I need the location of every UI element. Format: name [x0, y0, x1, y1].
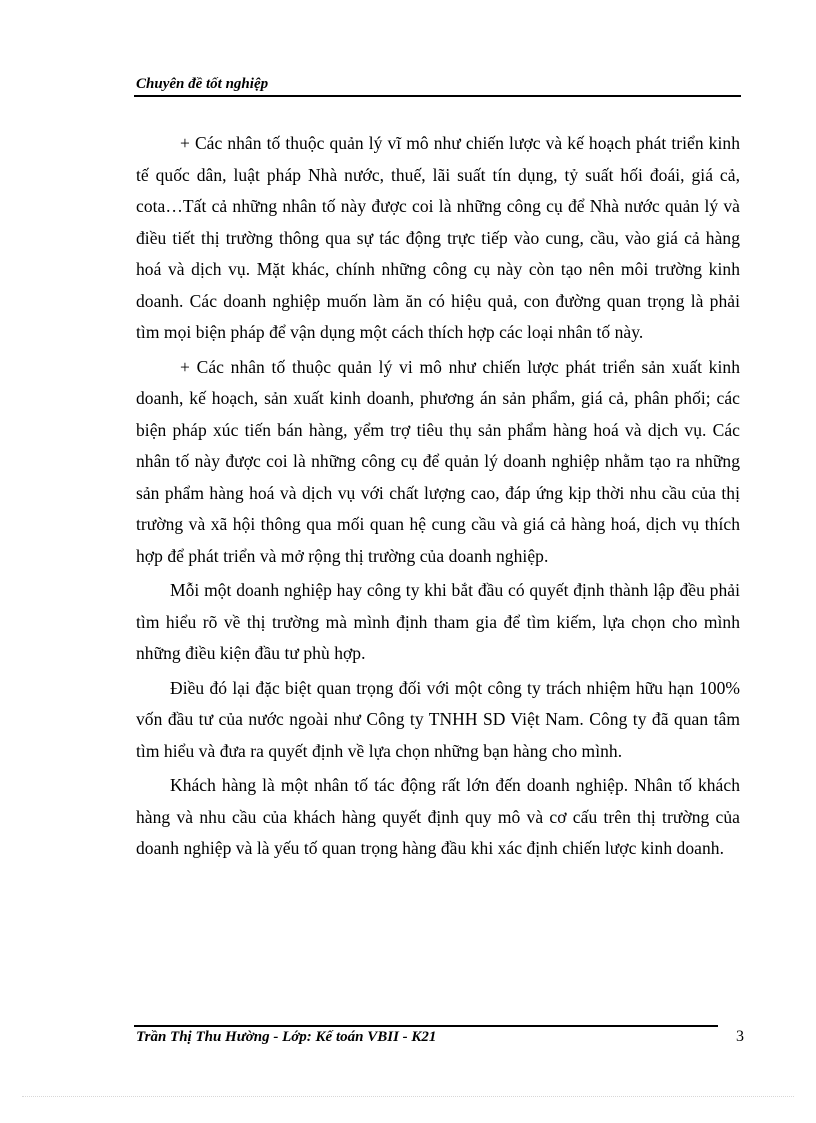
footer-divider: [134, 1025, 718, 1027]
paragraph: Mỗi một doanh nghiệp hay công ty khi bắt đầu có quyết định thành lập đều phải tìm hiểu rõ về thị trường mà mình định tham gia để tìm kiếm, lựa chọn cho mình những điều kiện đầu tư phù hợp.: [136, 580, 740, 663]
paragraph: + Các nhân tố thuộc quản lý vi mô như chiến lược phát triển sản xuất kinh doanh, kế hoạch, sản xuất kinh doanh, phương án sản phẩm, giá cả, phân phối; các biện pháp xúc tiến bán hàng, yểm trợ tiêu thụ sản phẩm hàng hoá và dịch vụ. Các nhân tố này được coi là những công cụ để quản lý doanh nghiệp nhằm tạo ra những sản phẩm hàng hoá và dịch vụ với chất lượng cao, đáp ứng kịp thời nhu cầu của thị trường và xã hội thông qua mối quan hệ cung cầu và giá cả hàng hoá, dịch vụ thích hợp để phát triển và mở rộng thị trường của doanh nghiệp.: [136, 356, 740, 566]
paragraph: Điều đó lại đặc biệt quan trọng đối với một công ty trách nhiệm hữu hạn 100% vốn đầu tư của nước ngoài như Công ty TNHH SD Việt Nam. Công ty đã quan tâm tìm hiểu và đưa ra quyết định về lựa chọn những bạn hàng cho mình.: [136, 677, 740, 761]
page-number: 3: [736, 1028, 744, 1045]
paragraph: + Các nhân tố thuộc quản lý vĩ mô như chiến lược và kế hoạch phát triển kinh tế quốc dân, luật pháp Nhà nước, thuế, lãi suất tín dụng, tỷ suất hối đoái, giá cả, cota…Tất cả những nhân tố này được coi là những công cụ để Nhà nước quản lý và điều tiết thị trường thông qua sự tác động trực tiếp vào cung, cầu, vào giá cả hàng hoá và dịch vụ. Mặt khác, chính những công cụ này còn tạo nên môi trường kinh doanh. Các doanh nghiệp muốn làm ăn có hiệu quả, con đường quan trọng là phải tìm mọi biện pháp để vận dụng một cách thích hợp các loại nhân tố này.: [136, 133, 740, 342]
page-bottom-border: [22, 1096, 794, 1097]
header-divider: [134, 95, 741, 97]
paragraph: Khách hàng là một nhân tố tác động rất lớn đến doanh nghiệp. Nhân tố khách hàng và nhu cầu của khách hàng quyết định quy mô và cơ cấu trên thị trường của doanh nghiệp và là yếu tố quan trọng hàng đầu khi xác định chiến lược kinh doanh.: [136, 775, 740, 858]
body-text: [136, 128, 740, 868]
footer-author: Trần Thị Thu Hường - Lớp: Kế toán VBII - K21: [136, 1029, 437, 1045]
header-title: Chuyên đề tốt nghiệp: [136, 76, 269, 92]
